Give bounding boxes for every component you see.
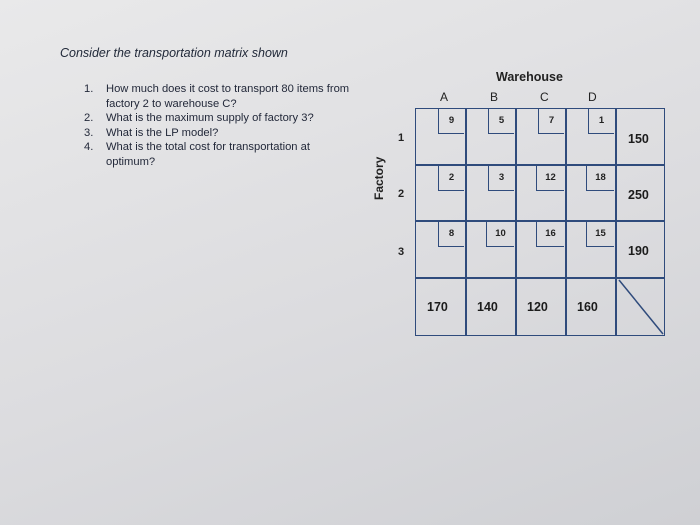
cost-cell-3a: 8 — [438, 221, 464, 247]
column-header-a: A — [440, 90, 449, 104]
row-header-2: 2 — [398, 188, 405, 200]
grid-line — [565, 108, 567, 336]
row-header-3: 3 — [398, 246, 405, 258]
total-cell-diagonal — [617, 278, 664, 335]
column-header-b: B — [490, 90, 499, 104]
factory-label: Factory — [372, 156, 386, 200]
question-item: 2. What is the maximum supply of factory 3? — [84, 112, 314, 124]
cost-cell-1d: 1 — [588, 108, 614, 134]
cost-cell-2a: 2 — [438, 165, 464, 191]
grid-line — [465, 108, 467, 336]
cost-cell-1c: 7 — [538, 108, 564, 134]
cost-cell-3b: 10 — [486, 221, 514, 247]
question-item: 1. How much does it cost to transport 80 items from factory 2 to warehouse C? — [84, 83, 350, 110]
demand-warehouse-a: 170 — [427, 300, 448, 314]
column-header-c: C — [540, 90, 549, 104]
row-header-1: 1 — [398, 132, 405, 144]
problem-title: Consider the transportation matrix shown — [60, 46, 288, 60]
grid-line — [515, 108, 517, 336]
demand-warehouse-b: 140 — [477, 300, 498, 314]
cost-cell-2c: 12 — [536, 165, 564, 191]
cost-cell-3c: 16 — [536, 221, 564, 247]
supply-factory-3: 190 — [628, 244, 649, 258]
demand-warehouse-d: 160 — [577, 300, 598, 314]
cost-cell-3d: 15 — [586, 221, 614, 247]
cost-cell-1a: 9 — [438, 108, 464, 134]
supply-factory-1: 150 — [628, 132, 649, 146]
demand-warehouse-c: 120 — [527, 300, 548, 314]
column-header-d: D — [588, 90, 597, 104]
cost-cell-2b: 3 — [488, 165, 514, 191]
warehouse-label: Warehouse — [496, 70, 563, 84]
cost-cell-2d: 18 — [586, 165, 614, 191]
cost-cell-1b: 5 — [488, 108, 514, 134]
question-item: 4. What is the total cost for transportation at optimum? — [84, 141, 310, 168]
question-item: 3. What is the LP model? — [84, 126, 219, 139]
question-list — [84, 82, 354, 169]
supply-factory-2: 250 — [628, 188, 649, 202]
